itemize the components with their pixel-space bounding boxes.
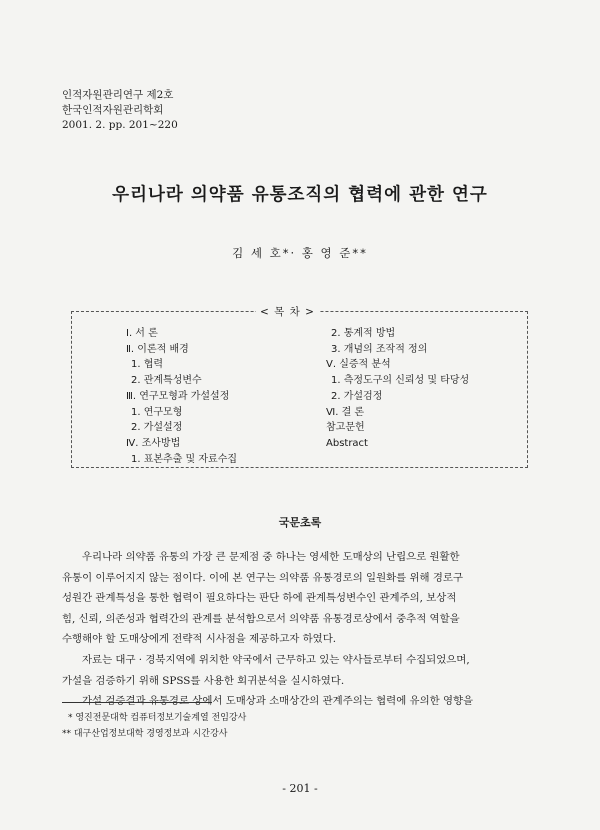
abstract-line: 힘, 신뢰, 의존성과 협력간의 관계를 분석함으로서 의약품 유통경로상에서 중추적 역할을 [62, 612, 460, 625]
toc-item: Ⅴ. 실증적 분석 [326, 359, 391, 371]
abstract-body [62, 547, 528, 712]
paper-title: 우리나라 의약품 유통조직의 협력에 관한 연구 [112, 185, 488, 205]
toc-item: 2. 가설설정 [131, 422, 183, 434]
abstract-heading: 국문초록 [278, 516, 322, 529]
table-of-contents [71, 306, 528, 468]
abstract-line: 자료는 대구 · 경북지역에 위치한 약국에서 근무하고 있는 약사들로부터 수집되었으며, [82, 653, 470, 666]
journal-name: 인적자원관리연구 제2호 [62, 89, 174, 101]
toc-item: Ⅱ. 이론적 배경 [126, 343, 189, 355]
footnotes [62, 710, 246, 742]
abstract-line: 우리나라 의약품 유통의 가장 큰 문제점 중 하나는 영세한 도매상의 난립으로 원활한 [82, 551, 460, 563]
toc-item: 1. 표본추출 및 자료수집 [131, 453, 238, 465]
page-number: - 201 - [282, 782, 318, 795]
society-name: 한국인적자원관리학회 [62, 104, 164, 116]
abstract-line: 성원간 관계특성을 통한 협력이 필요하다는 판단 하에 관계특성변수인 관계주의, 보상적 [62, 592, 457, 605]
toc-item: Ⅲ. 연구모형과 가설설정 [126, 390, 230, 402]
footnote: * 영진전문대학 컴퓨터정보기술계열 전임강사 [68, 713, 247, 723]
toc-left-column [126, 326, 237, 467]
footnote-divider [62, 702, 212, 703]
toc-item: 참고문헌 [326, 422, 365, 434]
toc-heading: < 목 차 > [256, 304, 319, 319]
journal-info [62, 88, 178, 133]
abstract-line: 가설을 검증하기 위해 SPSS를 사용한 회귀분석을 실시하였다. [62, 674, 345, 687]
toc-item: 1. 협력 [131, 359, 164, 371]
toc-item: Ⅳ. 조사방법 [126, 437, 181, 449]
footnote: ** 대구산업정보대학 경영정보과 시간강사 [62, 729, 228, 739]
toc-item: 2. 관계특성변수 [131, 375, 202, 387]
toc-item: Abstract [326, 437, 368, 449]
abstract-line: 유통이 이루어지지 않는 점이다. 이에 본 연구는 의약품 유통경로의 일원화를 위해 경로구 [62, 571, 463, 584]
abstract-line: 수행해야 할 도매상에게 전략적 시사점을 제공하고자 하였다. [62, 633, 337, 646]
toc-item: 1. 측정도구의 신뢰성 및 타당성 [331, 375, 470, 387]
toc-item: Ⅵ. 결 론 [326, 406, 365, 418]
toc-item: 2. 가설검정 [331, 390, 383, 402]
toc-item: 3. 개념의 조작적 정의 [331, 343, 428, 355]
toc-right-column [326, 326, 469, 452]
abstract-line: 가설 검증결과 유통경로 상에서 도매상과 소매상간의 관계주의는 협력에 유의한 영향을 [82, 695, 474, 708]
toc-item: 2. 통계적 방법 [331, 328, 396, 339]
issue-info: 2001. 2. pp. 201~220 [62, 119, 178, 131]
toc-item: Ⅰ. 서 론 [126, 328, 158, 339]
authors: 김 세 호*· 홍 영 준** [232, 246, 368, 260]
toc-item: 1. 연구모형 [131, 406, 183, 418]
